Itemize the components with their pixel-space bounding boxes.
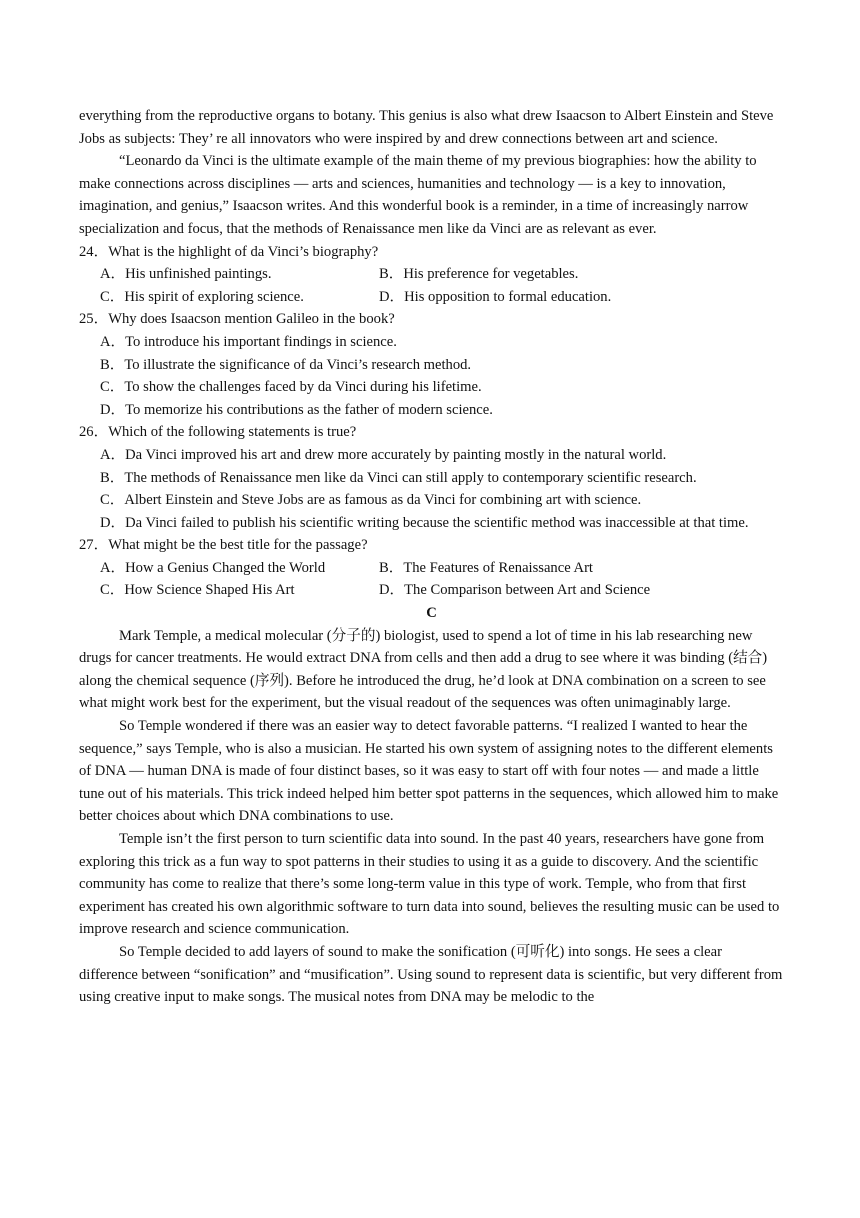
- option-b: B．His preference for vegetables.: [379, 266, 579, 283]
- question-stem: 25．Why does Isaacson mention Galileo in the book?: [79, 311, 395, 328]
- option-a: A．His unfinished paintings.: [100, 266, 272, 283]
- question-stem: 24．What is the highlight of da Vinci’s biography?: [79, 243, 379, 260]
- question-26: [79, 421, 784, 534]
- document-page: [79, 105, 784, 1009]
- option-c: C．Albert Einstein and Steve Jobs are as famous as da Vinci for combining art with science.: [100, 492, 642, 509]
- option-d: D．To memorize his contributions as the father of modern science.: [100, 401, 493, 418]
- option-row: [79, 579, 784, 602]
- passage-b-paragraph: everything from the reproductive organs to botany. This genius is also what drew Isaacson to Albert Einstein and Steve Jobs as subjects: They’ re all innovators who were inspired by and drew connections between art and science.: [79, 108, 774, 147]
- option-a: A．Da Vinci improved his art and drew more accurately by painting mostly in the natural world.: [100, 446, 667, 463]
- passage-c-paragraph: Mark Temple, a medical molecular (分子的) biologist, used to spend a lot of time in his lab researching new drugs for cancer treatments. He would extract DNA from cells and then add a drug to see where it was binding (结合) along the chemical sequence (序列). Before he introduced the drug, he’d look at DNA combination on a screen to see what might work best for the experiment, but the visual readout of the sequences was often unimaginably large.: [79, 627, 768, 712]
- option-b: B．The Features of Renaissance Art: [379, 559, 593, 576]
- option-b: B．To illustrate the significance of da Vinci’s research method.: [100, 356, 472, 373]
- question-24: [79, 241, 784, 309]
- question-27: [79, 534, 784, 602]
- option-a: A．To introduce his important findings in science.: [100, 333, 397, 350]
- question-stem: 26．Which of the following statements is true?: [79, 424, 357, 441]
- option-row: [79, 286, 784, 309]
- option-c: C．His spirit of exploring science.: [100, 288, 304, 305]
- question-25: [79, 308, 784, 421]
- option-d: D．The Comparison between Art and Science: [379, 582, 651, 599]
- option-row: [79, 557, 784, 580]
- option-d: D．Da Vinci failed to publish his scientific writing because the scientific method was inaccessible at that time.: [100, 514, 749, 531]
- passage-b-paragraph: “Leonardo da Vinci is the ultimate example of the main theme of my previous biographies: how the ability to make connections across disciplines — arts and sciences, humanities and technology — is a key to innovation, imagination, and genius,” Isaacson writes. And this wonderful book is a reminder, in a time of increasingly narrow specialization and focus, that the methods of Renaissance men like da Vinci are as relevant as ever.: [79, 153, 757, 237]
- option-d: D．His opposition to formal education.: [379, 288, 612, 305]
- option-b: B．The methods of Renaissance men like da Vinci can still apply to contemporary scientific research.: [100, 469, 697, 486]
- option-c: C．To show the challenges faced by da Vinci during his lifetime.: [100, 379, 482, 396]
- passage-c-paragraph: Temple isn’t the first person to turn scientific data into sound. In the past 40 years, researchers have gone from exploring this trick as a fun way to spot patterns in their studies to using it as a guide to discovery. And the scientific community has come to realize that there’s some long-term value in this type of work. Temple, who from that first experiment has created his own algorithmic software to turn data into sound, believes the resulting music can be used to improve research and science communication.: [79, 831, 780, 938]
- passage-c-paragraph: So Temple wondered if there was an easier way to detect favorable patterns. “I realized I wanted to hear the sequence,” says Temple, who is also a musician. He started his own system of assigning notes to the different elements of DNA — human DNA is made of four distinct bases, so it was easy to start off with four notes — and made a little tune out of his materials. This trick indeed helped him better spot patterns in the sequences, which allowed him to make better choices about which DNA combinations to use.: [79, 718, 779, 825]
- section-heading: C: [426, 605, 437, 622]
- option-c: C．How Science Shaped His Art: [100, 582, 295, 599]
- passage-c-paragraph: So Temple decided to add layers of sound to make the sonification (可听化) into songs. He sees a clear difference between “sonification” and “musification”. Using sound to represent data is scientific, but very different from using creative input to make songs. The musical notes from DNA may be melodic to the: [79, 943, 783, 1006]
- option-row: [79, 263, 784, 286]
- question-stem: 27．What might be the best title for the passage?: [79, 537, 368, 554]
- option-a: A．How a Genius Changed the World: [100, 559, 326, 576]
